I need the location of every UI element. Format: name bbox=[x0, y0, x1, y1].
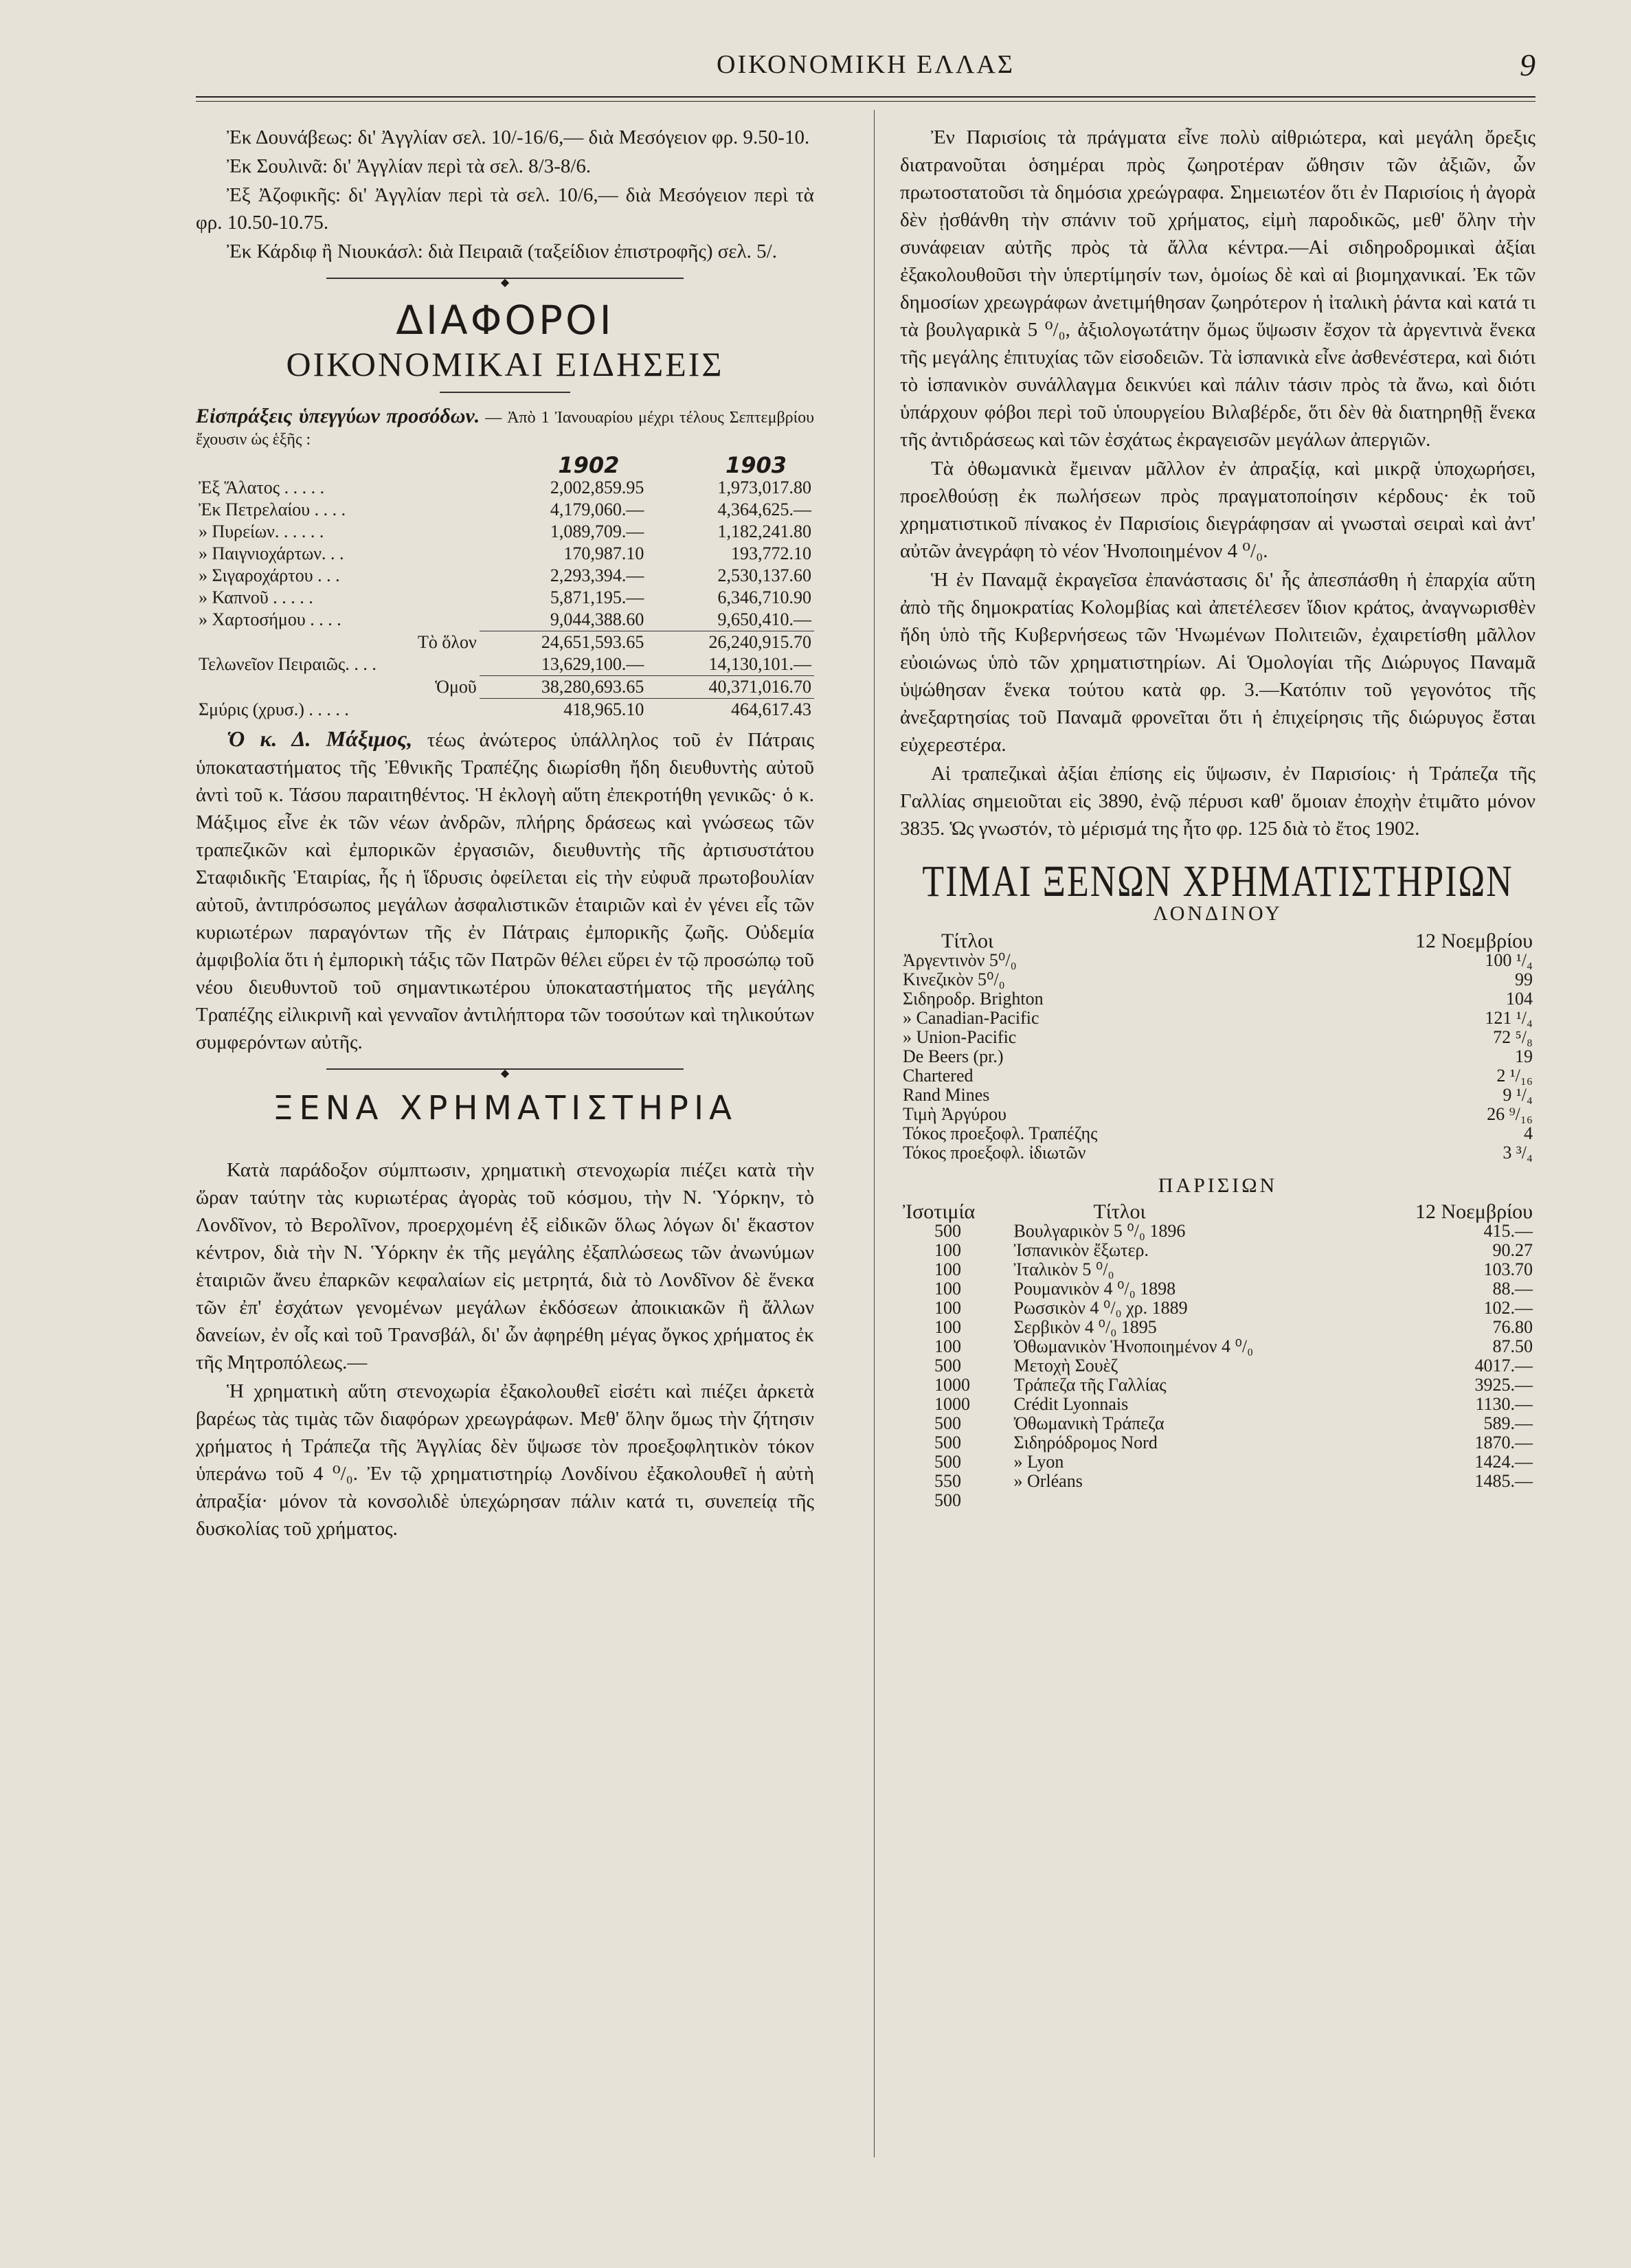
revenue-lead: Εἰσπράξεις ὑπεγγύων προσόδων. bbox=[196, 405, 480, 427]
table-row: 500 Βουλγαρικὸν 5 ⁰/₀ 1896 415.— bbox=[934, 1221, 1533, 1241]
table-row: Σμύρις (χρυσ.) . . . . . 418,965.10 464,617.43 bbox=[199, 699, 811, 719]
table-row: 100 Ὀθωμανικὸν Ἡνοποιημένον 4 ⁰/₀ 87.50 bbox=[934, 1336, 1533, 1356]
table-row-grand-total: Ὁμοῦ 38,280,693.65 40,371,016.70 bbox=[196, 676, 814, 699]
table-row: 100 Ἰταλικὸν 5 ⁰/₀ 103.70 bbox=[934, 1259, 1533, 1279]
table-row: 1000 Τράπεζα τῆς Γαλλίας 3925.— bbox=[934, 1375, 1533, 1395]
london-header-row: Τίτλοι 12 Νοεμβρίου bbox=[941, 930, 1533, 952]
table-row: Σιδηροδρ. Brighton 104 bbox=[903, 989, 1533, 1009]
maximos-text: τέως ἀνώτερος ὑπάλληλος τοῦ ἐν Πάτραις ὑποκαταστήματος τῆς Ἐθνικῆς Τραπέζης διωρίσθη ἤδη διευθυντὴς αὐτοῦ ἀντὶ τοῦ κ. Τάσου παραιτηθέντος. Ἡ ἐκλογὴ αὕτη ἐπεκροτήθη γενικῶς· ὁ κ. Μάξιμος εἶνε ἐκ τῶν νέων ἀνδρῶν, πλήρης δράσεως καὶ γνώσεως τῶν τραπεζικῶν καὶ ἐμπορικῶν ἐργασιῶν, διευθυντὴς τῆς ἀρτισυστάτου Σταφιδικῆς Ἑταιρίας, ἧς ἡ ἵδρυσις ὀφείλεται εἰς τὴν εὐφυᾶ πρωτοβουλίαν αὐτοῦ, ἀντιπρόσωπος μεγάλων ἀσφαλιστικῶν ἑταιριῶν καὶ ἐν γένει εἷς τῶν κυριωτέρων παραγόντων τῆς ἐν Πάτραις ἐμπορικῆς ζωῆς. Οὐδεμία ἀμφιβολία ὅτι ἡ ἐμπορικὴ τάξις τῶν Πατρῶν θέλει εὕρει ἐν τῷ προσώπῳ τοῦ νέου διευθυντοῦ τοῦ σημαντικωτέρου ὑποκαταστήματος τῆς μεγάλης Τραπέζης εἰλικρινῆ καὶ γενναῖον ἀντιλήπτορα τῶν τοσούτων καὶ τηλικούτων συμφερόντων αὐτῆς. bbox=[196, 729, 814, 1053]
table-row: 1000 Crédit Lyonnais 1130.— bbox=[934, 1394, 1533, 1414]
table-row: Τελωνεῖον Πειραιῶς. . . . 13,629,100.— 14,130,101.— bbox=[196, 653, 814, 676]
header-rule-thin bbox=[196, 101, 1536, 102]
table-row: 100 Ρωσσικὸν 4 ⁰/₀ χρ. 1889 102.— bbox=[934, 1298, 1533, 1318]
short-rule bbox=[440, 392, 570, 393]
page-title: ΟΙΚΟΝΟΜΙΚΗ ΕΛΛΑΣ bbox=[717, 50, 1015, 79]
table-row: 100 Ρουμανικὸν 4 ⁰/₀ 1898 88.— bbox=[934, 1279, 1533, 1299]
table-row: 500 Μετοχὴ Σουὲζ 4017.— bbox=[934, 1356, 1533, 1376]
section-separator bbox=[326, 278, 684, 283]
paris-title: ΠΑΡΙΣΙΩΝ bbox=[1158, 1174, 1278, 1197]
table-row: 500 » Lyon 1424.— bbox=[934, 1452, 1533, 1472]
panama-paragraph: Ἡ ἐν Παναμᾷ ἐκραγεῖσα ἐπανάστασις δι' ἧς ἀπεσπάσθη ἡ ἐπαρχία αὕτη ἀπὸ τῆς δημοκρατίας Κολομβίας καὶ ἀπετέλεσεν ἴδιον κράτος, ἀναγνωρισθὲν ἤδη ὑπὸ τῆς Κυβερνήσεως τῶν Ἡνωμένων Πολιτειῶν, ἐχαιρετίσθη μᾶλλον εὐοιώνως ὑπὸ τῶν χρηματιστηρίων. Αἱ Ὁμολογίαι τῆς Διώρυγος Παναμᾶ ὑψώθησαν ἕνεκα τούτου κατὰ φρ. 3.—Κατόπιν τοῦ γεγονότος τῆς ἀνεξαρτησίας τοῦ Παναμᾶ φρονεῖται ὅτι ἡ ἐπιχείρησις τῆς διώρυγος ἔσται εὐχερεστέρα. bbox=[900, 569, 1536, 756]
table-row: » Πυρείων. . . . . . 1,089,709.— 1,182,241.80 bbox=[199, 521, 811, 541]
table-row: Ἀργεντινὸν 5⁰/₀ 100 ¹/₄ bbox=[903, 950, 1533, 970]
prices-title: ΤΙΜΑΙ ΞΕΝΩΝ ΧΡΗΜΑΤΙΣΤΗΡΙΩΝ bbox=[922, 857, 1514, 906]
section-title-xena: ΞΕΝΑ ΧΡΗΜΑΤΙΣΤΗΡΙΑ bbox=[273, 1089, 737, 1127]
right-column bbox=[900, 124, 1536, 1510]
revenue-table bbox=[196, 453, 814, 721]
freight-line: Ἐκ Δουνάβεως: δι' Ἀγγλίαν σελ. 10/-16/6,— διὰ Μεσόγειον φρ. 9.50-10. bbox=[227, 126, 810, 148]
freight-line: Ἐκ Σουλινᾶ: δι' Ἀγγλίαν περὶ τὰ σελ. 8/3-8/6. bbox=[227, 155, 592, 177]
maximos-article bbox=[196, 725, 814, 1056]
table-row: Κινεζικὸν 5⁰/₀ 99 bbox=[903, 969, 1533, 989]
header-rule bbox=[196, 96, 1536, 98]
xena-paragraph: Ἡ χρηματικὴ αὕτη στενοχωρία ἐξακολουθεῖ εἰσέτι καὶ πιέζει ἀρκετὰ βαρέως τὰς τιμὰς τῶν διαφόρων χρεωγράφων. Μεθ' ὅλην ὅμως τὴν ζήτησιν χρήματος ἡ Τράπεζα τῆς Ἀγγλίας δὲν ὕψωσε τὸν προεξοφλητικὸν τόκον ὑπεράνω τοῦ 4 ⁰/₀. Ἐν τῷ χρηματιστηρίῳ Λονδίνου ἐξακολουθεῖ ἡ αὐτὴ ἀπραξία· μόνον τὰ κονσολιδὲ ὑπεχώρησαν πάλιν κατά τι, συνεπείᾳ τῆς δυσκολίας τοῦ χρήματος. bbox=[196, 1380, 814, 1540]
xena-paragraph: Κατὰ παράδοξον σύμπτωσιν, χρηματικὴ στενοχωρία πιέζει κατὰ τὴν ὥραν ταύτην τὰς κυριωτέρας ἀγορὰς τοῦ κόσμου, τὴν Ν. Ὑόρκην, τὸ Λονδῖνον, τὸ Βερολῖνον, προερχομένη ἐξ εἰδικῶν ὅλως λόγων δι' ἕκαστον κέντρον, διὰ τὴν Ν. Ὑόρκην ἐκ τῆς μεγάλης ἐξαπλώσεως τῶν ἀνωνύμων ἑταιριῶν ἄνευ ἐπαρκῶν κεφαλαίων εἰς μετρητά, διὰ τὸ Λονδῖνον δὲ ἕνεκα τῶν ἐπ' ἐσχάτων γενομένων μεγάλων ἐκδόσεων ἀποικιακῶν ἢ ἄλλων δανείων, ἐν οἷς καὶ τοῦ Τρανσβάλ, δι' ὧν ἀφηρέθη μέγας ὄγκος χρήματος ἐκ τῆς Μητροπόλεως.— bbox=[196, 1159, 814, 1373]
page-header bbox=[196, 43, 1536, 91]
london-table bbox=[900, 932, 1536, 1163]
paris-paragraph: Ἐν Παρισίοις τὰ πράγματα εἶνε πολὺ αἰθριώτερα, καὶ μεγάλη ὄρεξις διατρανοῦται ὁσημέραι πρὸς ζωηροτέραν ὤθησιν τῶν ἀξιῶν, ὧν πρωτοστατοῦσι τὰ δημόσια χρεώγραφα. Σημειωτέον ὅτι ἐν Παρισίοις ἡ ἀγορὰ δὲν ᾐσθάνθη τὴν σπάνιν τοῦ χρήματος, εἰμὴ παροδικῶς, μεθ' ὅλην τὴν συνάφειαν αὐτῆς πρὸς τὰ ἄλλα κέντρα.—Αἱ σιδηροδρομικαὶ ἀξίαι ἐξακολουθοῦσι τὴν ὑπερτίμησίν των, ὁμοίως δὲ καὶ αἱ βιομηχανικαί. Ἐκ τῶν δημοσίων χρεωγράφων ἀνετιμήθησαν ζωηρότερον ἡ ἰταλικὴ ῥάντα καὶ κατά τι τὰ βουλγαρικὰ 5 ⁰/₀, ἀξιολογωτάτην ὅμως ὕψωσιν ἔσχον τὰ ἀργεντινὰ ἕνεκα τῆς μεγάλης ἐπιτυχίας τῶν εἰσοδειῶν. Τὰ ἱσπανικὰ εἶνε ἀσθενέστερα, καὶ διότι τὸ ἱσπανικὸν συνάλλαγμα δεικνύει καὶ πάλιν τάσιν πρὸς τὰ ἄνω, καὶ διότι ὑπάρχουν φόβοι περὶ τοῦ ὑπουργείου Βιλαβέρδε, ὅτι δὲν θὰ διατηρηθῇ ἕνεκα τῆς ἀντιδράσεως καὶ τῶν ἐσχάτως ἐκραγεισῶν μεγάλων ἀπεργιῶν. bbox=[900, 126, 1536, 451]
section-subtitle: ΟΙΚΟΝΟΜΙΚΑΙ ΕΙΔΗΣΕΙΣ bbox=[286, 345, 724, 383]
table-row: Ἐξ Ἅλατος . . . . . 2,002,859.95 1,973,017.80 bbox=[199, 478, 811, 497]
bank-paragraph: Αἱ τραπεζικαὶ ἀξίαι ἐπίσης εἰς ὕψωσιν, ἐν Παρισίοις· ἡ Τράπεζα τῆς Γαλλίας σημειοῦται εἰς 3890, ἐνῷ πέρυσι καθ' ὅμοιαν ἐποχὴν ἐτιμᾶτο μόνον 3835. Ὡς γνωστόν, τὸ μέρισμά της ἦτο φρ. 125 διὰ τὸ ἔτος 1902. bbox=[900, 763, 1536, 840]
table-row: Τόκος προεξοφλ. Τραπέζης 4 bbox=[903, 1123, 1533, 1143]
table-row: » Union-Pacific 72 ⁵/₈ bbox=[903, 1027, 1533, 1047]
table-row: 500 bbox=[934, 1490, 961, 1510]
table-row: Rand Mines 9 ¹/₄ bbox=[903, 1085, 1533, 1105]
table-row-total: Τὸ ὅλον 24,651,593.65 26,240,915.70 bbox=[418, 631, 811, 652]
table-row: » Χαρτοσήμου . . . . 9,044,388.60 9,650,410.— bbox=[196, 609, 814, 631]
column-divider bbox=[874, 110, 875, 2157]
table-row: Ἐκ Πετρελαίου . . . . 4,179,060.— 4,364,625.— bbox=[199, 499, 811, 519]
london-title: ΛΟΝΔΙΝΟΥ bbox=[1153, 902, 1283, 925]
table-row: » Καπνοῦ . . . . . 5,871,195.— 6,346,710.90 bbox=[199, 587, 811, 607]
ottoman-paragraph: Τὰ ὀθωμανικὰ ἔμειναν μᾶλλον ἐν ἀπραξίᾳ, καὶ μικρᾷ ὑποχωρήσει, προελθούσῃ ἐκ πωλήσεων πρὸς πραγματοποίησιν κέρδους· ἐκ τοῦ χρηματιστικοῦ πίνακος ἐν Παρισίοις διεγράφησαν αἱ γνωσταὶ σειραὶ καὶ ἀντ' αὐτῶν ἀνεγράφη τὸ νέον Ἡνοποιημένον 4 ⁰/₀. bbox=[900, 458, 1536, 562]
table-row: 100 Σερβικὸν 4 ⁰/₀ 1895 76.80 bbox=[934, 1317, 1533, 1337]
freight-line: Ἐκ Κάρδιφ ἢ Νιουκάσλ: διὰ Πειραιᾶ (ταξείδιον ἐπιστροφῆς) σελ. 5/. bbox=[227, 240, 777, 262]
table-row: » Canadian-Pacific 121 ¹/₄ bbox=[903, 1008, 1533, 1028]
freight-line: Ἐξ Ἀζοφικῆς: δι' Ἀγγλίαν περὶ τὰ σελ. 10/6,— διὰ Μεσόγειον περὶ τὰ φρ. 10.50-10.75. bbox=[196, 184, 814, 234]
page-number: 9 bbox=[1520, 47, 1536, 82]
table-row: 500 Σιδηρόδρομος Nord 1870.— bbox=[934, 1433, 1533, 1452]
paris-header-row: Ἰσοτιμία Τίτλοι 12 Νοεμβρίου bbox=[903, 1200, 1533, 1223]
section-title-diaforoi: ΔΙΑΦΟΡΟΙ bbox=[396, 297, 614, 344]
revenue-intro bbox=[196, 405, 814, 451]
table-row: De Beers (pr.) 19 bbox=[903, 1046, 1533, 1066]
table-row: 550 » Orléans 1485.— bbox=[934, 1471, 1533, 1491]
table-row: Chartered 2 ¹/₁₆ bbox=[903, 1066, 1533, 1086]
table-row: » Σιγαροχάρτου . . . 2,293,394.— 2,530,137.60 bbox=[199, 565, 811, 585]
revenue-header-row bbox=[196, 453, 814, 477]
table-row: » Παιγνιοχάρτων. . . 170,987.10 193,772.10 bbox=[199, 543, 811, 563]
table-row: Τόκος προεξοφλ. ἰδιωτῶν 3 ³/₄ bbox=[903, 1143, 1533, 1163]
section-separator bbox=[326, 1068, 684, 1074]
maximos-lead: Ὁ κ. Δ. Μάξιμος, bbox=[227, 726, 413, 751]
table-row: 500 Ὀθωμανικὴ Τράπεζα 589.— bbox=[934, 1413, 1533, 1433]
year-1903: 1903 bbox=[725, 452, 787, 478]
table-row: Τιμὴ Ἀργύρου 26 ⁹/₁₆ bbox=[903, 1104, 1533, 1124]
year-1902: 1902 bbox=[558, 452, 620, 478]
paris-table bbox=[900, 1202, 1536, 1510]
table-row: 100 Ἰσπανικὸν ἔξωτερ. 90.27 bbox=[934, 1240, 1533, 1260]
revenue-intro-text: — Ἀπὸ 1 Ἰανουαρίου μέχρι τέλους Σεπτεμβρίου ἔχουσιν ὡς ἑξῆς : bbox=[196, 409, 814, 449]
left-column bbox=[196, 124, 814, 1544]
